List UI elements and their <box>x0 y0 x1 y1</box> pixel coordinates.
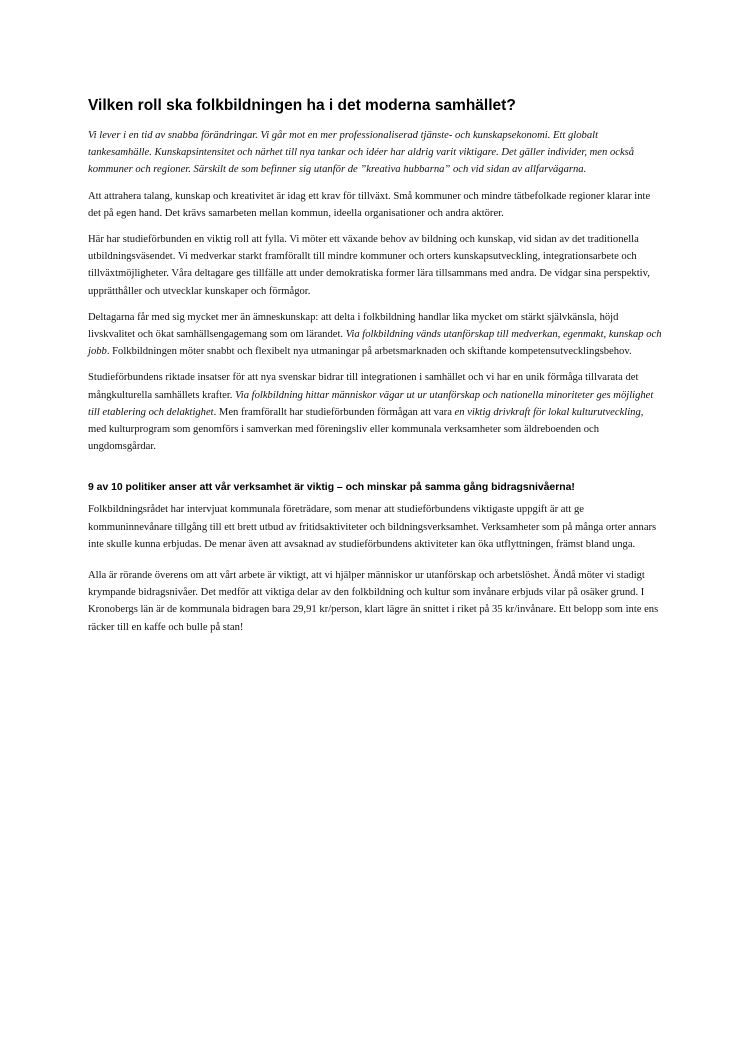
paragraph-talent: Att attrahera talang, kunskap och kreativitet är idag ett krav för tillväxt. Små kommuner och mindre tätbefolkade regioner klarar inte det på egen hand. Det krävs samarbeten mellan kommun, ideella organisationer och andra aktörer. <box>88 190 651 219</box>
text-run: . Folkbildningen möter snabbt och flexibelt nya utmaningar på arbetsmarknaden och skiftande kompetensutvecklingsbehov. <box>106 346 632 358</box>
paragraph-role: Här har studieförbunden en viktig roll att fylla. Vi möter ett växande behov av bildning och kunskap, vid sidan av det traditionella utbildningsväsendet. Vi medverkar starkt framförallt till mindre kommuner och orters kunskapsutveckling, integrationsarbete och tillväxtmöjligheter. Våra deltagare ges tillfälle att under demokratiska former lära tillsammans med andra. De vidgar sina perspektiv, upprätthåller och utvecklar kunskaper och förmågor. <box>88 234 650 297</box>
text-run: . Men framförallt har studieförbunden förmågan att vara <box>213 406 455 418</box>
section-heading: 9 av 10 politiker anser att vår verksamhet är viktig – och minskar på samma gång bidragsnivåerna! <box>88 482 575 494</box>
document-page <box>88 96 664 645</box>
text-run: Deltagarna får med sig mycket mer än ämneskunskap: att delta i folkbildning handlar lika mycket om stärkt självkänsla, höjd livskvalitet och ökat samhällsengagemang som om lärandet. <box>88 311 619 341</box>
text-run: Studieförbundens riktade insatser för att nya svenskar bidrar till integrationen i samhället och vi har en unik förmåga tillvarata det mångkulturella samhällets krafter. <box>88 372 639 401</box>
paragraph-integration <box>88 369 664 455</box>
emphasis-text: Via folkbildning hittar människor vägar ut ur utanförskap och nationella minoriteter ges möjlighet till etablering och delaktighet <box>88 389 654 418</box>
article-title: Vilken roll ska folkbildningen ha i det moderna samhället? <box>88 97 516 114</box>
lead-paragraph: Vi lever i en tid av snabba förändringar. Vi går mot en mer professionaliserad tjänste- och kunskapsekonomi. Ett globalt tankesamhälle. Kunskapsintensitet och närhet till nya tankar och idéer har aldrig varit viktigare. Det gäller individer, men också kommuner och regioner. Särskilt de som befinner sig utanför de ”kreativa hubbarna” och vid sidan av allfarvägarna. <box>88 130 635 176</box>
paragraph-participants <box>88 309 664 361</box>
section-spacer <box>88 464 664 481</box>
paragraph-funding: Alla är rörande överens om att vårt arbete är viktigt, att vi hjälper människor ur utanförskap och arbetslöshet. Ändå möter vi stadigt krympande bidragsnivåer. Det medför att viktiga delar av den folkbildning och kultur som invånare erbjuds vilar på osäker grund. I Kronobergs län är de kommunala bidragen bara 29,91 kr/person, klart lägre än snittet i riket på 35 kr/invånare. Ett belopp som inte ens räcker till en kaffe och bulle på stan! <box>88 570 659 633</box>
text-run: , med kulturprogram som genomförs i samverkan med föreningsliv eller kommunala verksamheter som äldreboenden och ungdomsgårdar. <box>88 406 644 453</box>
emphasis-text: en viktig drivkraft för lokal kulturutveckling <box>454 406 641 418</box>
emphasis-text: Via folkbildning vänds utanförskap till medverkan, egenmakt, kunskap och jobb <box>88 329 662 358</box>
paragraph-survey: Folkbildningsrådet har intervjuat kommunala företrädare, som menar att studieförbundens viktigaste uppgift är att ge kommuninnevånare tillgång till ett brett utbud av fritidsaktiviteter och bildningsverksamhet. Verksamheter som på många orter annars inte skulle kunna erbjudas. De menar även att avsaknad av studieförbundens aktiviteter kan öka utflyttningen, främst bland unga. <box>88 504 657 550</box>
